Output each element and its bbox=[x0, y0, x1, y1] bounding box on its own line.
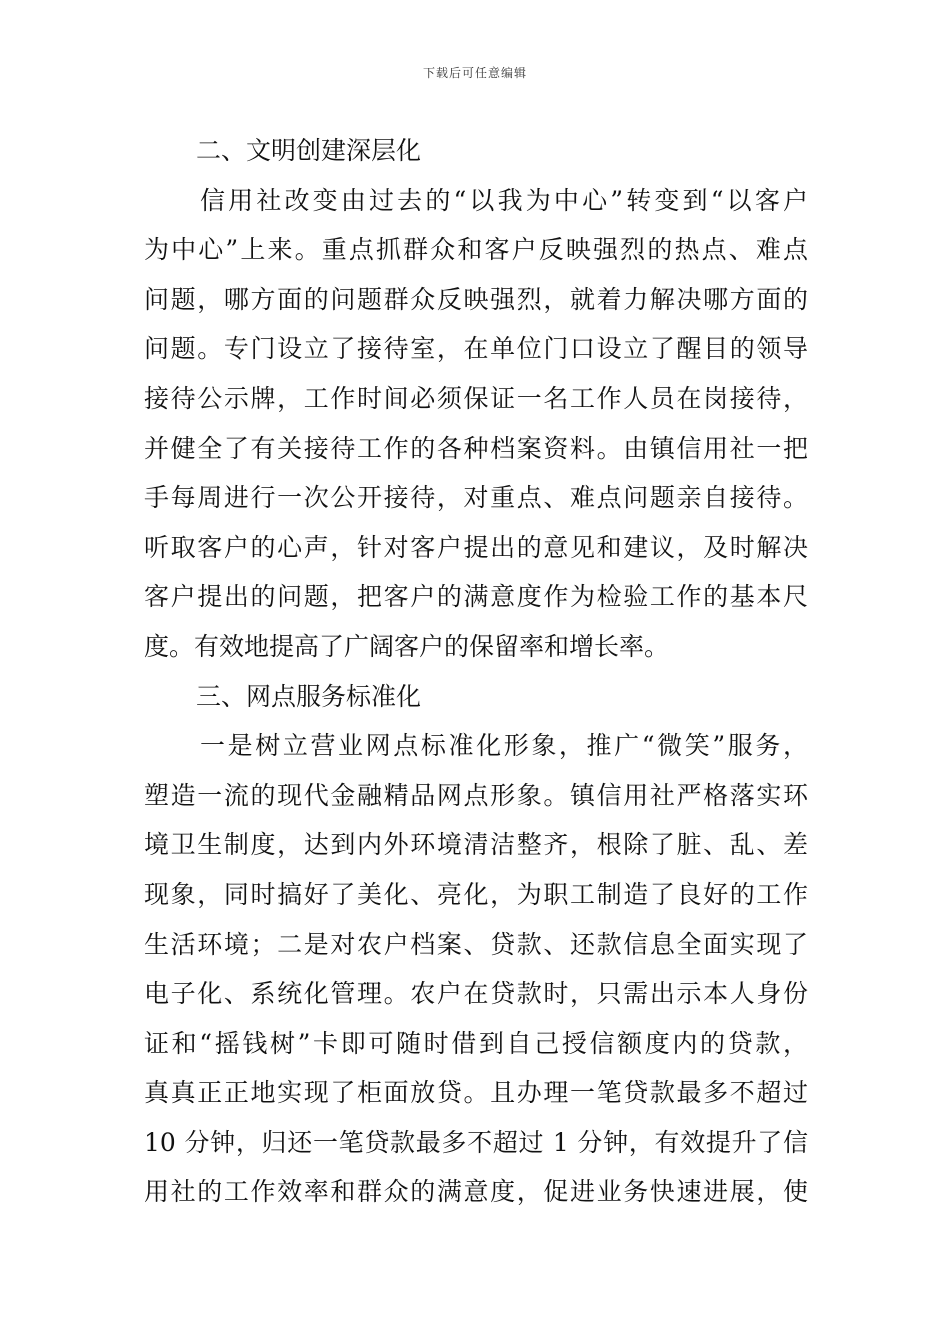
text-line: 为中心”上来。重点抓群众和客户反映强烈的热点、难点 bbox=[144, 235, 808, 265]
text-line: 手每周进行一次公开接待，对重点、难点问题亲自接待。 bbox=[144, 483, 808, 513]
page-header: 下载后可任意编辑 bbox=[422, 66, 527, 80]
text-line: 塑造一流的现代金融精品网点形象。镇信用社严格落实环 bbox=[144, 780, 808, 810]
text-line: 一是树立营业网点标准化形象，推广“微笑”服务， bbox=[200, 731, 808, 761]
section-heading: 二、文明创建深层化 bbox=[196, 136, 422, 165]
text-line: 度。有效地提高了广阔客户的保留率和增长率。 bbox=[144, 631, 670, 661]
section-heading: 三、网点服务标准化 bbox=[196, 681, 422, 711]
text-line: 问题，哪方面的问题群众反映强烈，就着力解决哪方面的 bbox=[144, 284, 808, 314]
text-line: 境卫生制度，达到内外环境清洁整齐，根除了脏、乱、差 bbox=[144, 830, 808, 860]
text-line: 真真正正地实现了柜面放贷。且办理一笔贷款最多不超过 bbox=[144, 1078, 808, 1108]
text-line: 生活环境；二是对农户档案、贷款、还款信息全面实现了 bbox=[144, 929, 808, 959]
text-line: 电子化、系统化管理。农户在贷款时，只需出示本人身份 bbox=[144, 979, 808, 1009]
text-line: 用社的工作效率和群众的满意度，促进业务快速进展，使 bbox=[144, 1177, 808, 1207]
text-line: 客户提出的问题，把客户的满意度作为检验工作的基本尺 bbox=[144, 582, 808, 612]
text-line: 问题。专门设立了接待室，在单位门口设立了醒目的领导 bbox=[144, 334, 808, 364]
text-line: 并健全了有关接待工作的各种档案资料。由镇信用社一把 bbox=[144, 433, 808, 463]
text-line: 信用社改变由过去的“以我为中心”转变到“以客户 bbox=[200, 185, 808, 215]
text-line: 现象，同时搞好了美化、亮化，为职工制造了良好的工作 bbox=[144, 879, 808, 909]
text-line: 接待公示牌，工作时间必须保证一名工作人员在岗接待， bbox=[144, 383, 808, 413]
text-line: 10 分钟，归还一笔贷款最多不超过 1 分钟，有效提升了信 bbox=[144, 1127, 808, 1157]
text-line: 证和“摇钱树”卡即可随时借到自己授信额度内的贷款， bbox=[144, 1028, 808, 1058]
text-line: 听取客户的心声，针对客户提出的意见和建议，及时解决 bbox=[144, 532, 808, 562]
document-body bbox=[144, 126, 808, 1217]
